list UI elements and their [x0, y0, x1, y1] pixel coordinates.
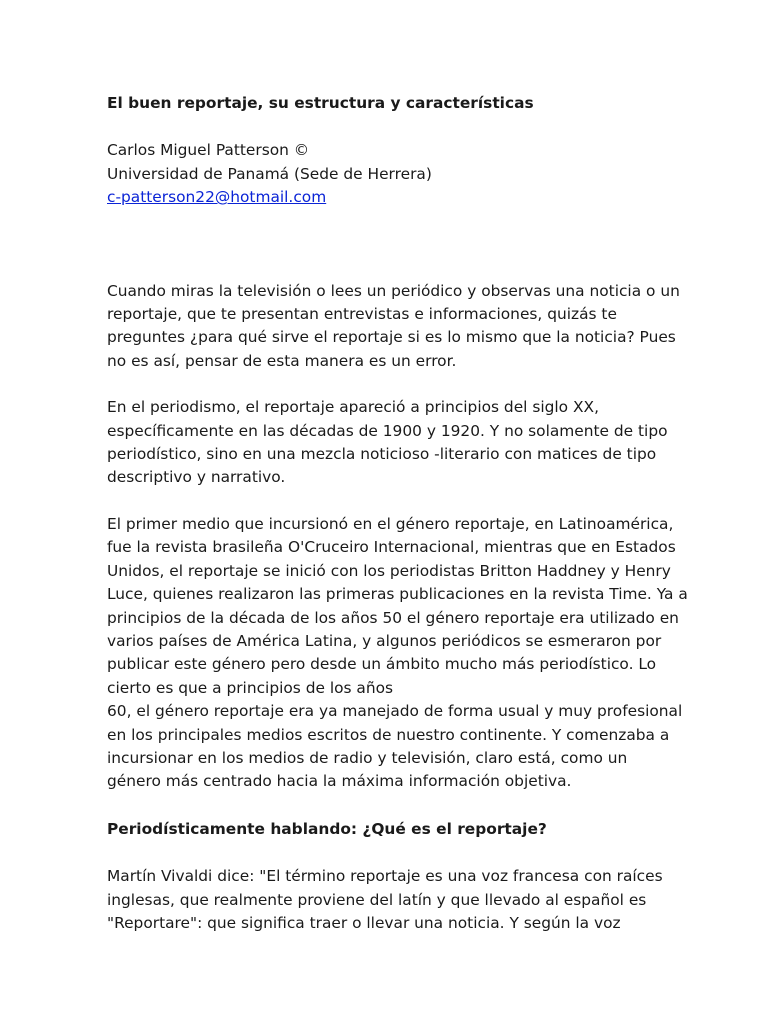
paragraph-line: fue la revista brasileña O'Cruceiro Internacional, mientras que en Estados — [107, 538, 676, 557]
paragraph-line: en los principales medios escritos de nuestro continente. Y comenzaba a — [107, 725, 670, 744]
paragraph-line: periodístico, sino en una mezcla noticioso -literario con matices de tipo — [107, 445, 657, 464]
paragraph-line: incursionar en los medios de radio y televisión, claro está, como un — [107, 748, 628, 767]
paragraph-line: El primer medio que incursionó en el género reportaje, en Latinoamérica, — [107, 514, 674, 533]
author-affiliation: Universidad de Panamá (Sede de Herrera) — [107, 164, 432, 183]
paragraph-line: Cuando miras la televisión o lees un periódico y observas una noticia o un — [107, 281, 680, 300]
paragraph-3 — [107, 513, 688, 794]
paragraph-4 — [107, 865, 667, 935]
paragraph-line: Unidos, el reportaje se inició con los periodistas Britton Haddney y Henry — [107, 561, 671, 580]
paragraph-line: "Reportare": que significa traer o llevar una noticia. Y según la voz — [107, 913, 621, 932]
paragraph-line: varios países de América Latina, y algunos periódicos se esmeraron por — [107, 631, 662, 650]
paragraph-line: descriptivo y narrativo. — [107, 468, 286, 487]
paragraph-line: publicar este género pero desde un ámbito mucho más periodístico. Lo — [107, 655, 657, 674]
paragraph-line: cierto es que a principios de los años — [107, 678, 394, 697]
section-heading: Periodísticamente hablando: ¿Qué es el reportaje? — [107, 819, 547, 838]
author-email-link[interactable]: c-patterson22@hotmail.com — [107, 188, 327, 207]
paragraph-line: preguntes ¿para qué sirve el reportaje si es lo mismo que la noticia? Pues — [107, 328, 676, 347]
paragraph-line: Martín Vivaldi dice: "El término reportaje es una voz francesa con raíces — [107, 867, 663, 886]
paragraph-1 — [107, 280, 680, 374]
paragraph-line: género más centrado hacia la máxima información objetiva. — [107, 772, 572, 791]
document-body — [107, 92, 688, 935]
paragraph-line: no es así, pensar de esta manera es un error. — [107, 351, 457, 370]
document-title: El buen reportaje, su estructura y características — [107, 94, 534, 112]
paragraph-line: principios de la década de los años 50 el género reportaje era utilizado en — [107, 608, 679, 627]
paragraph-line: específicamente en las décadas de 1900 y 1920. Y no solamente de tipo — [107, 421, 668, 440]
paragraph-line: reportaje, que te presentan entrevistas e informaciones, quizás te — [107, 305, 617, 324]
paragraph-line: En el periodismo, el reportaje apareció a principios del siglo XX, — [107, 398, 599, 417]
paragraph-line: Luce, quienes realizaron las primeras publicaciones en la revista Time. Ya a — [107, 585, 688, 604]
author-name: Carlos Miguel Patterson © — [107, 141, 310, 160]
paragraph-2 — [107, 396, 667, 490]
author-block — [107, 139, 667, 209]
paragraph-line: inglesas, que realmente proviene del latín y que llevado al español es — [107, 890, 647, 909]
paragraph-line: 60, el género reportaje era ya manejado de forma usual y muy profesional — [107, 702, 683, 721]
